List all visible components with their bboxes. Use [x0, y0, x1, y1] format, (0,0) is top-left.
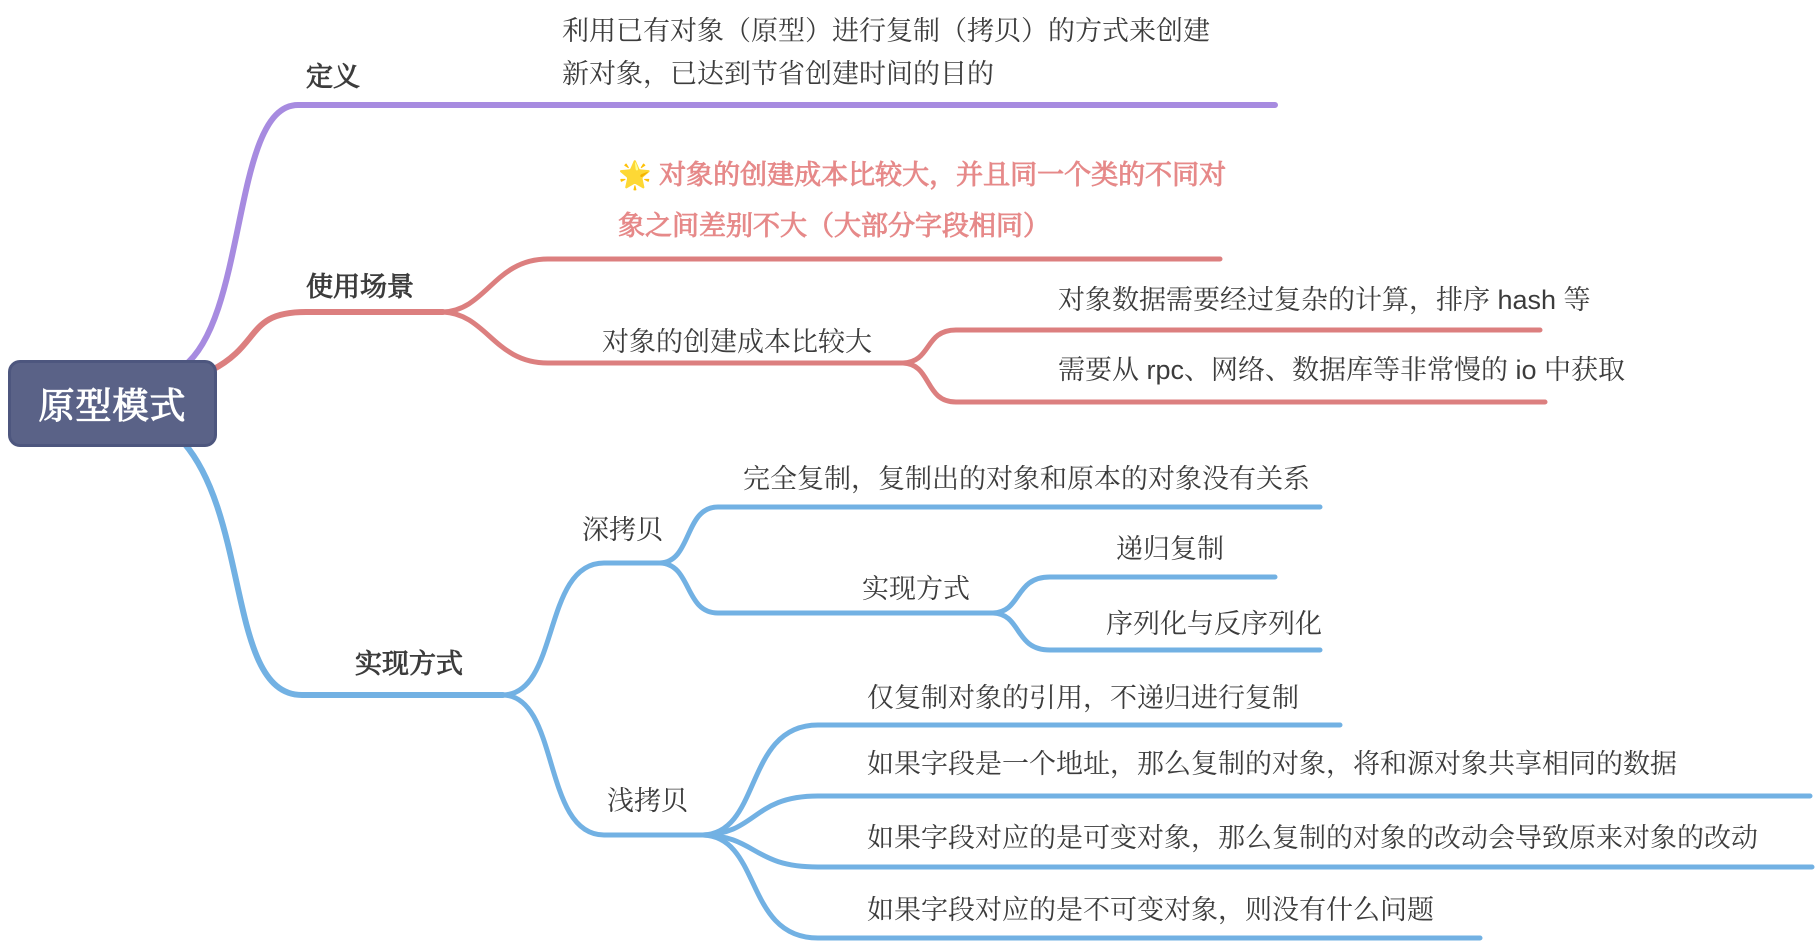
topic-usage[interactable]: 使用场景 [306, 272, 414, 302]
topic-shallow-copy[interactable]: 浅拷贝 [607, 786, 688, 816]
usage-highlight-line1[interactable]: 🌟 对象的创建成本比较大，并且同一个类的不同对 [618, 160, 1227, 190]
shallow-leaf-immutable-object[interactable]: 如果字段对应的是不可变对象，则没有什么问题 [867, 895, 1434, 925]
shallow-leaf-shared-data[interactable]: 如果字段是一个地址，那么复制的对象，将和源对象共享相同的数据 [867, 749, 1677, 779]
root-topic[interactable]: 原型模式 [8, 360, 217, 447]
topic-implementation[interactable]: 实现方式 [355, 649, 463, 679]
method-recursive-line [993, 577, 1275, 613]
cost-child-slow-io[interactable]: 需要从 rpc、网络、数据库等非常慢的 io 中获取 [1058, 355, 1626, 385]
usage-highlight-line2[interactable]: 象之间差别不大（大部分字段相同） [618, 211, 1050, 241]
definition-content-line2[interactable]: 新对象，已达到节省创建时间的目的 [562, 59, 994, 89]
shallow-leaf-reference-only[interactable]: 仅复制对象的引用，不递归进行复制 [867, 683, 1299, 713]
topic-deep-copy-methods[interactable]: 实现方式 [862, 574, 970, 604]
deep-copy-line [503, 563, 660, 695]
cost-child-complex-computation[interactable]: 对象数据需要经过复杂的计算，排序 hash 等 [1058, 285, 1591, 315]
shallow-leaf-mutable-object[interactable]: 如果字段对应的是可变对象，那么复制的对象的改动会导致原来对象的改动 [867, 823, 1758, 853]
topic-creation-cost[interactable]: 对象的创建成本比较大 [602, 327, 872, 357]
deep-copy-description[interactable]: 完全复制，复制出的对象和原本的对象没有关系 [743, 464, 1310, 494]
method-serialization[interactable]: 序列化与反序列化 [1106, 609, 1322, 639]
branch-usage-line [212, 312, 443, 370]
topic-deep-copy[interactable]: 深拷贝 [582, 515, 663, 545]
topic-definition[interactable]: 定义 [306, 62, 360, 92]
method-recursive-copy[interactable]: 递归复制 [1116, 534, 1224, 564]
definition-content-line1[interactable]: 利用已有对象（原型）进行复制（拷贝）的方式来创建 [562, 16, 1210, 46]
